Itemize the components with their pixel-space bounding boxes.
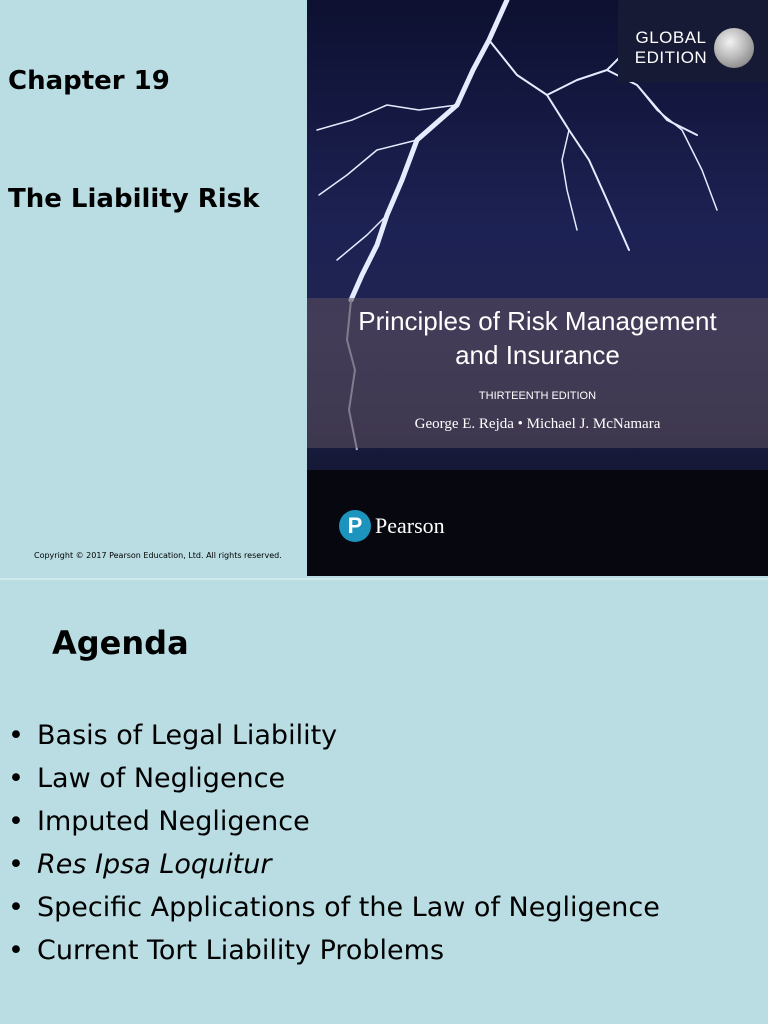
list-item: • Specific Applications of the Law of Negligence bbox=[8, 890, 748, 926]
global-edition-label: GLOBAL EDITION bbox=[634, 28, 708, 67]
list-item: • Law of Negligence bbox=[8, 761, 748, 797]
chapter-number: Chapter 19 bbox=[8, 66, 170, 96]
book-title: Principles of Risk Management and Insurance bbox=[358, 306, 717, 370]
list-item: • Current Tort Liability Problems bbox=[8, 933, 748, 969]
pearson-logo-icon: P bbox=[339, 510, 371, 542]
list-item: • Res Ipsa Loquitur bbox=[8, 847, 748, 883]
global-edition-badge bbox=[618, 0, 768, 82]
agenda-slide bbox=[0, 580, 768, 1024]
agenda-heading: Agenda bbox=[52, 624, 189, 662]
globe-icon bbox=[714, 28, 754, 68]
book-cover bbox=[307, 0, 768, 576]
chapter-title: The Liability Risk bbox=[8, 184, 260, 214]
book-authors: George E. Rejda • Michael J. McNamara bbox=[414, 416, 661, 432]
copyright-notice: Copyright © 2017 Pearson Education, Ltd. All rights reserved. bbox=[34, 551, 282, 560]
list-item: • Imputed Negligence bbox=[8, 804, 748, 840]
agenda-list bbox=[8, 718, 748, 976]
publisher-name: Pearson bbox=[375, 513, 445, 538]
list-item: • Basis of Legal Liability bbox=[8, 718, 748, 754]
book-edition: THIRTEENTH EDITION bbox=[478, 390, 597, 402]
